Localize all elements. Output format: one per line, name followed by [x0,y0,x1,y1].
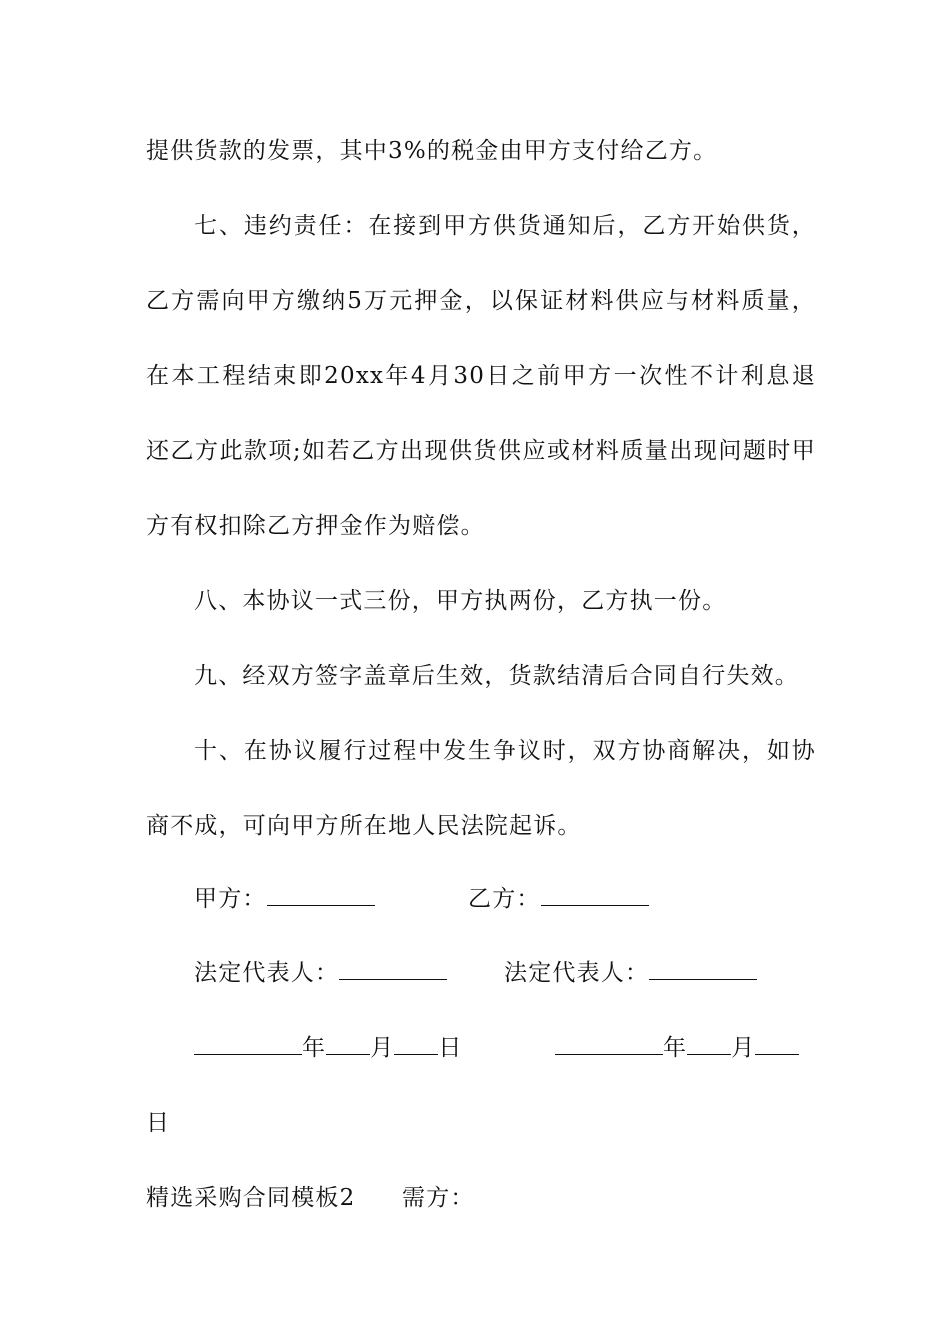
date-b-year-label: 年 [663,1035,688,1061]
date-a-field [194,1033,463,1063]
party-a-field [194,884,375,914]
paragraph-10-line-1: 十、在协议履行过程中发生争议时，双方协商解决，如协 [194,738,816,764]
section-title: 精选采购合同模板2 [146,1185,356,1211]
paragraph-9: 九、经双方签字盖章后生效，货款结清后合同自行失效。 [194,663,799,689]
rep-b-label: 法定代表人： [504,960,650,986]
paragraph-10-line-2: 商不成，可向甲方所在地人民法院起诉。 [146,813,582,839]
party-b-label: 乙方： [468,886,541,912]
date-b-day-wrapped: 日 [146,1110,171,1136]
date-a-day-blank [394,1036,438,1055]
paragraph-7-line-4: 还乙方此款项;如若乙方出现供货供应或材料质量出现问题时甲 [146,438,816,464]
date-a-month-label: 月 [370,1035,395,1061]
party-a-label: 甲方： [194,886,267,912]
paragraph-7-line-3: 在本工程结束即20xx年4月30日之前甲方一次性不计利息退 [146,363,816,389]
paragraph-8: 八、本协议一式三份，甲方执两份，乙方执一份。 [194,588,727,614]
paragraph-7-line-2: 乙方需向甲方缴纳5万元押金，以保证材料供应与材料质量， [146,288,816,314]
date-b-month-label: 月 [731,1035,756,1061]
rep-a-field [194,958,447,988]
rep-a-label: 法定代表人： [194,960,340,986]
date-b-field [555,1033,799,1063]
rep-a-blank [339,961,447,980]
date-a-day-label: 日 [438,1035,463,1061]
date-b-year-blank [555,1036,663,1055]
date-a-month-blank [326,1036,370,1055]
party-a-blank [267,887,375,906]
party-b-field [468,884,649,914]
paragraph-6-tail: 提供货款的发票，其中3%的税金由甲方支付给乙方。 [146,138,718,164]
paragraph-7-line-5: 方有权扣除乙方押金作为赔偿。 [146,513,485,539]
buyer-label: 需方： [402,1185,475,1211]
rep-b-field [504,958,757,988]
rep-b-blank [649,961,757,980]
date-b-month-blank [687,1036,731,1055]
paragraph-7-line-1: 七、违约责任：在接到甲方供货通知后，乙方开始供货， [194,213,816,239]
date-a-year-label: 年 [302,1035,327,1061]
date-a-year-blank [194,1036,302,1055]
party-b-blank [541,887,649,906]
date-b-day-blank [755,1036,799,1055]
